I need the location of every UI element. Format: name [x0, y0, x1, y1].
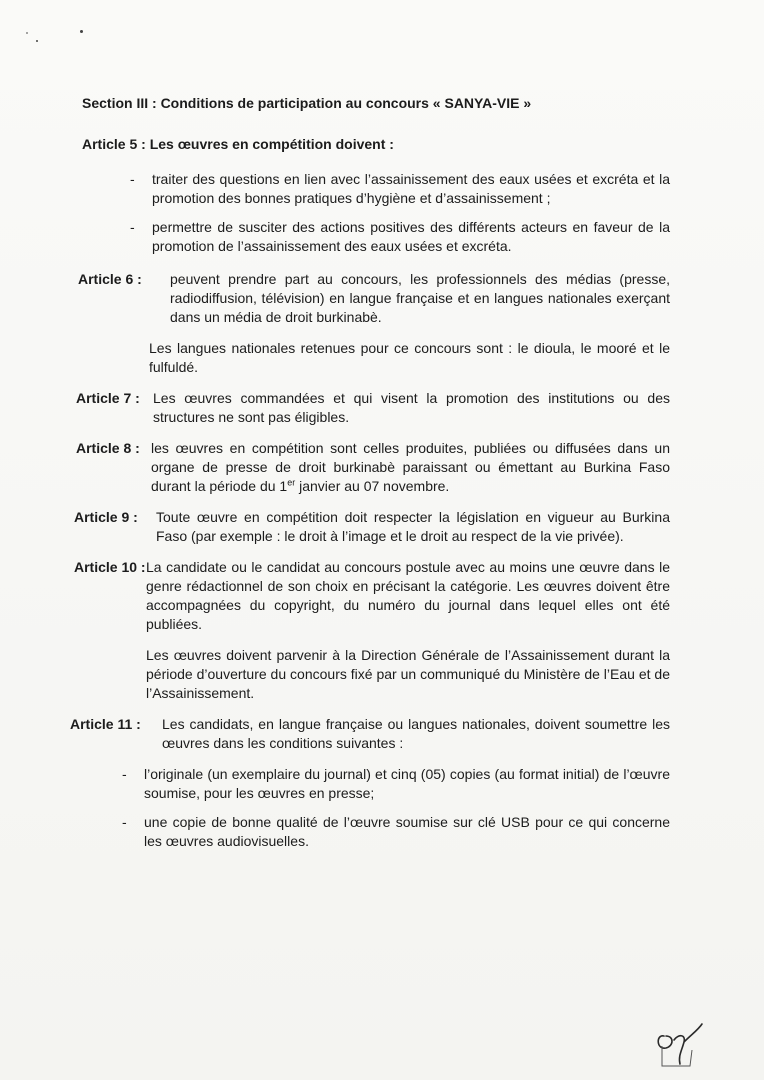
article-10-paragraph-2: Les œuvres doivent parvenir à la Direction Générale de l’Assainissement durant la période d’ouverture du concours fixé par un communiqué du Ministère de l’Eau et de l’Assainissement.	[146, 647, 670, 701]
article-8-text-part: les œuvres en compétition sont celles produites, publiées ou diffusées dans un organe de presse de droit burkinabè paraissant ou émettant au Burkina Faso durant la période du 1	[151, 440, 670, 494]
scan-speck	[26, 32, 28, 34]
article-10	[74, 558, 670, 634]
list-item: - l’originale (un exemplaire du journal) et cinq (05) copies (au format initial) de l’œuvre soumise, pour les œuvres en presse;	[144, 765, 670, 803]
article-11-text: Les candidats, en langue française ou langues nationales, doivent soumettre les œuvres dans les conditions suivantes :	[162, 716, 670, 751]
article-6	[78, 270, 670, 327]
article-5-list	[152, 170, 670, 256]
article-11-label: Article 11 :	[70, 716, 141, 732]
list-item: - une copie de bonne qualité de l’œuvre soumise sur clé USB pour ce qui concerne les œuvres audiovisuelles.	[144, 813, 670, 851]
article-8-label: Article 8 :	[76, 440, 140, 456]
article-9-text: Toute œuvre en compétition doit respecter la législation en vigueur au Burkina Faso (par exemple : le droit à l’image et le droit au respect de la vie privée).	[156, 509, 670, 544]
article-8	[76, 439, 670, 496]
scan-speck	[36, 40, 38, 42]
superscript: er	[287, 477, 296, 488]
list-item: - traiter des questions en lien avec l’assainissement des eaux usées et excréta et la promotion des bonnes pratiques d’hygiène et d’assainissement ;	[152, 170, 670, 208]
article-7-text: Les œuvres commandées et qui visent la promotion des institutions ou des structures ne sont pas éligibles.	[153, 390, 670, 425]
article-11	[70, 715, 670, 753]
article-6-label: Article 6 :	[78, 271, 142, 287]
article-9	[74, 508, 670, 546]
signature-initials-icon	[652, 1016, 706, 1072]
article-6-paragraph-2: Les langues nationales retenues pour ce concours sont : le dioula, le mooré et le fulfuldé.	[149, 340, 670, 375]
article-10-text: La candidate ou le candidat au concours postule avec au moins une œuvre dans le genre rédactionnel de son choix en précisant la catégorie. Les œuvres doivent être accompagnées du copyright, du numéro du journal dans lequel elles ont été publiées.	[146, 559, 670, 632]
section-title: Section III : Conditions de participation au concours « SANYA-VIE »	[82, 95, 532, 111]
article-10-label: Article 10 :	[74, 559, 146, 575]
article-7-label: Article 7 :	[76, 390, 140, 406]
article-5-title: Article 5 : Les œuvres en compétition doivent :	[82, 136, 394, 152]
article-9-label: Article 9 :	[74, 509, 138, 525]
article-6-text: peuvent prendre part au concours, les professionnels des médias (presse, radiodiffusion, télévision) en langue française et en langues nationales exerçant dans un média de droit burkinabè.	[170, 271, 670, 325]
article-8-text-part: janvier au 07 novembre.	[295, 478, 450, 494]
document-body	[70, 94, 670, 861]
list-item: - permettre de susciter des actions positives des différents acteurs en faveur de la promotion de l’assainissement des eaux usées et excréta.	[152, 218, 670, 256]
article-7	[76, 389, 670, 427]
article-11-list	[144, 765, 670, 851]
article-8-text	[151, 439, 670, 496]
scan-speck	[80, 30, 83, 33]
